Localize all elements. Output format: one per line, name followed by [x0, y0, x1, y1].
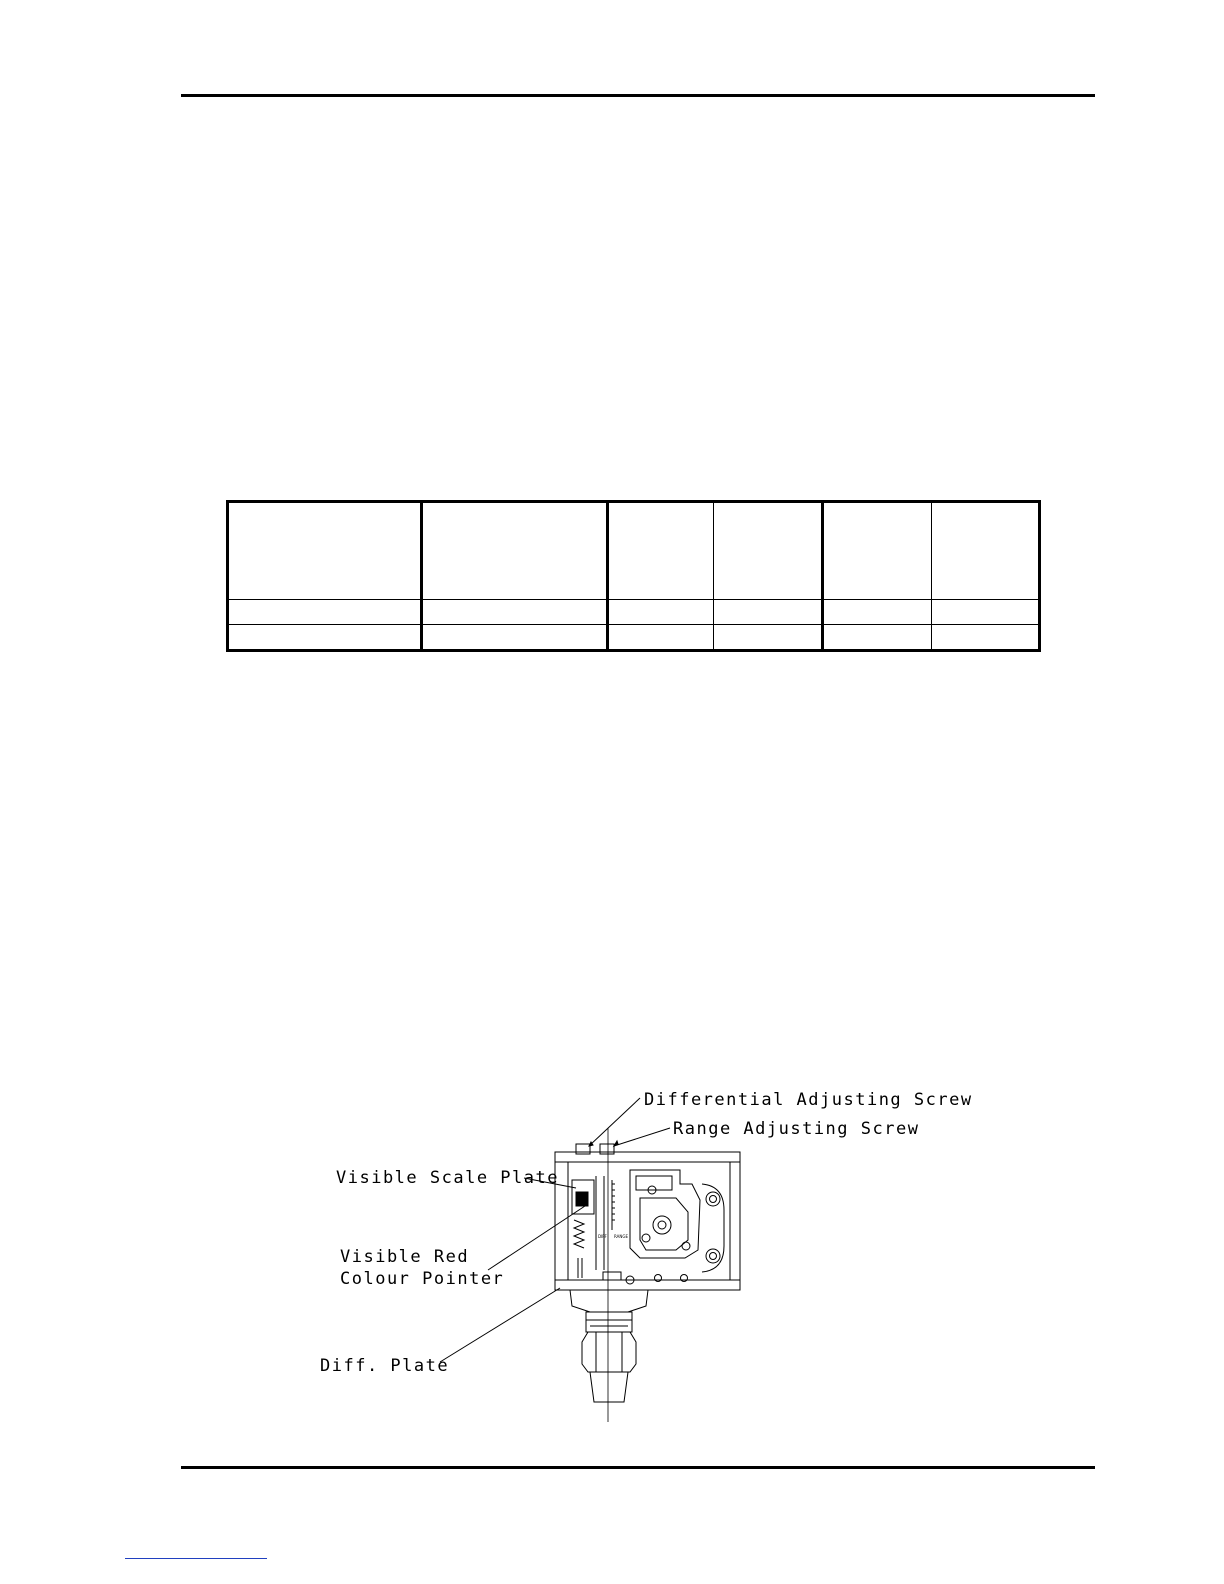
- hex-nut: [582, 1332, 636, 1372]
- table-cell: [714, 625, 823, 651]
- flare-fitting: [590, 1372, 628, 1402]
- table-cell: [932, 625, 1040, 651]
- table-cell: [422, 502, 608, 600]
- table-row: [228, 625, 1040, 651]
- diff-plate-leader: [440, 1288, 560, 1362]
- screw-icon: [682, 1242, 690, 1250]
- spec-table: [226, 500, 1041, 652]
- diff-plate-slot: [603, 1272, 621, 1280]
- scale-plate-label: Visible Scale Plate: [336, 1168, 559, 1188]
- terminal-nut: [706, 1249, 720, 1263]
- range-screw-label: Range Adjusting Screw: [673, 1119, 920, 1139]
- pivot: [653, 1216, 671, 1234]
- range-spring: [574, 1220, 584, 1248]
- red-pointer: [576, 1192, 588, 1206]
- table-cell: [228, 625, 422, 651]
- differential-screw-label: Differential Adjusting Screw: [644, 1090, 973, 1110]
- table-cell: [608, 502, 714, 600]
- table-cell: [932, 600, 1040, 625]
- diff-plate-label: Diff. Plate: [320, 1356, 450, 1376]
- screw-icon: [642, 1234, 650, 1242]
- table-cell: [228, 600, 422, 625]
- table-cell: [823, 625, 932, 651]
- footer-rule: [181, 1466, 1095, 1469]
- table-cell: [422, 625, 608, 651]
- pressure-switch-drawing: [300, 1080, 980, 1430]
- table-cell: [932, 502, 1040, 600]
- base-plate: [555, 1280, 740, 1290]
- table-cell: [823, 502, 932, 600]
- connector-stem: [586, 1312, 632, 1332]
- header-rule: [181, 94, 1095, 97]
- bellows-housing: [570, 1290, 648, 1312]
- table-header-row: [228, 502, 1040, 600]
- pressure-switch-diagram: [300, 1080, 980, 1430]
- red-pointer-leader: [488, 1206, 585, 1270]
- table-cell: [422, 600, 608, 625]
- table-cell: [823, 600, 932, 625]
- terminal-nut: [706, 1192, 720, 1206]
- table-cell: [714, 600, 823, 625]
- red-pointer-label-line1: Visible Red: [340, 1247, 470, 1267]
- range-screw-leader: [614, 1128, 670, 1146]
- table-cell: [714, 502, 823, 600]
- pivot-centre: [658, 1221, 666, 1229]
- table-row: [228, 600, 1040, 625]
- differential-screw-leader: [589, 1098, 640, 1146]
- terminal-plate: [702, 1184, 724, 1272]
- diff-marking: DIFF: [598, 1234, 607, 1239]
- switch-contact: [636, 1176, 672, 1190]
- red-pointer-label-line2: Colour Pointer: [340, 1269, 505, 1289]
- table-cell: [608, 625, 714, 651]
- range-marking: RANGE: [614, 1234, 628, 1239]
- footer-link-underline[interactable]: [125, 1558, 267, 1559]
- table-cell: [228, 502, 422, 600]
- table-cell: [608, 600, 714, 625]
